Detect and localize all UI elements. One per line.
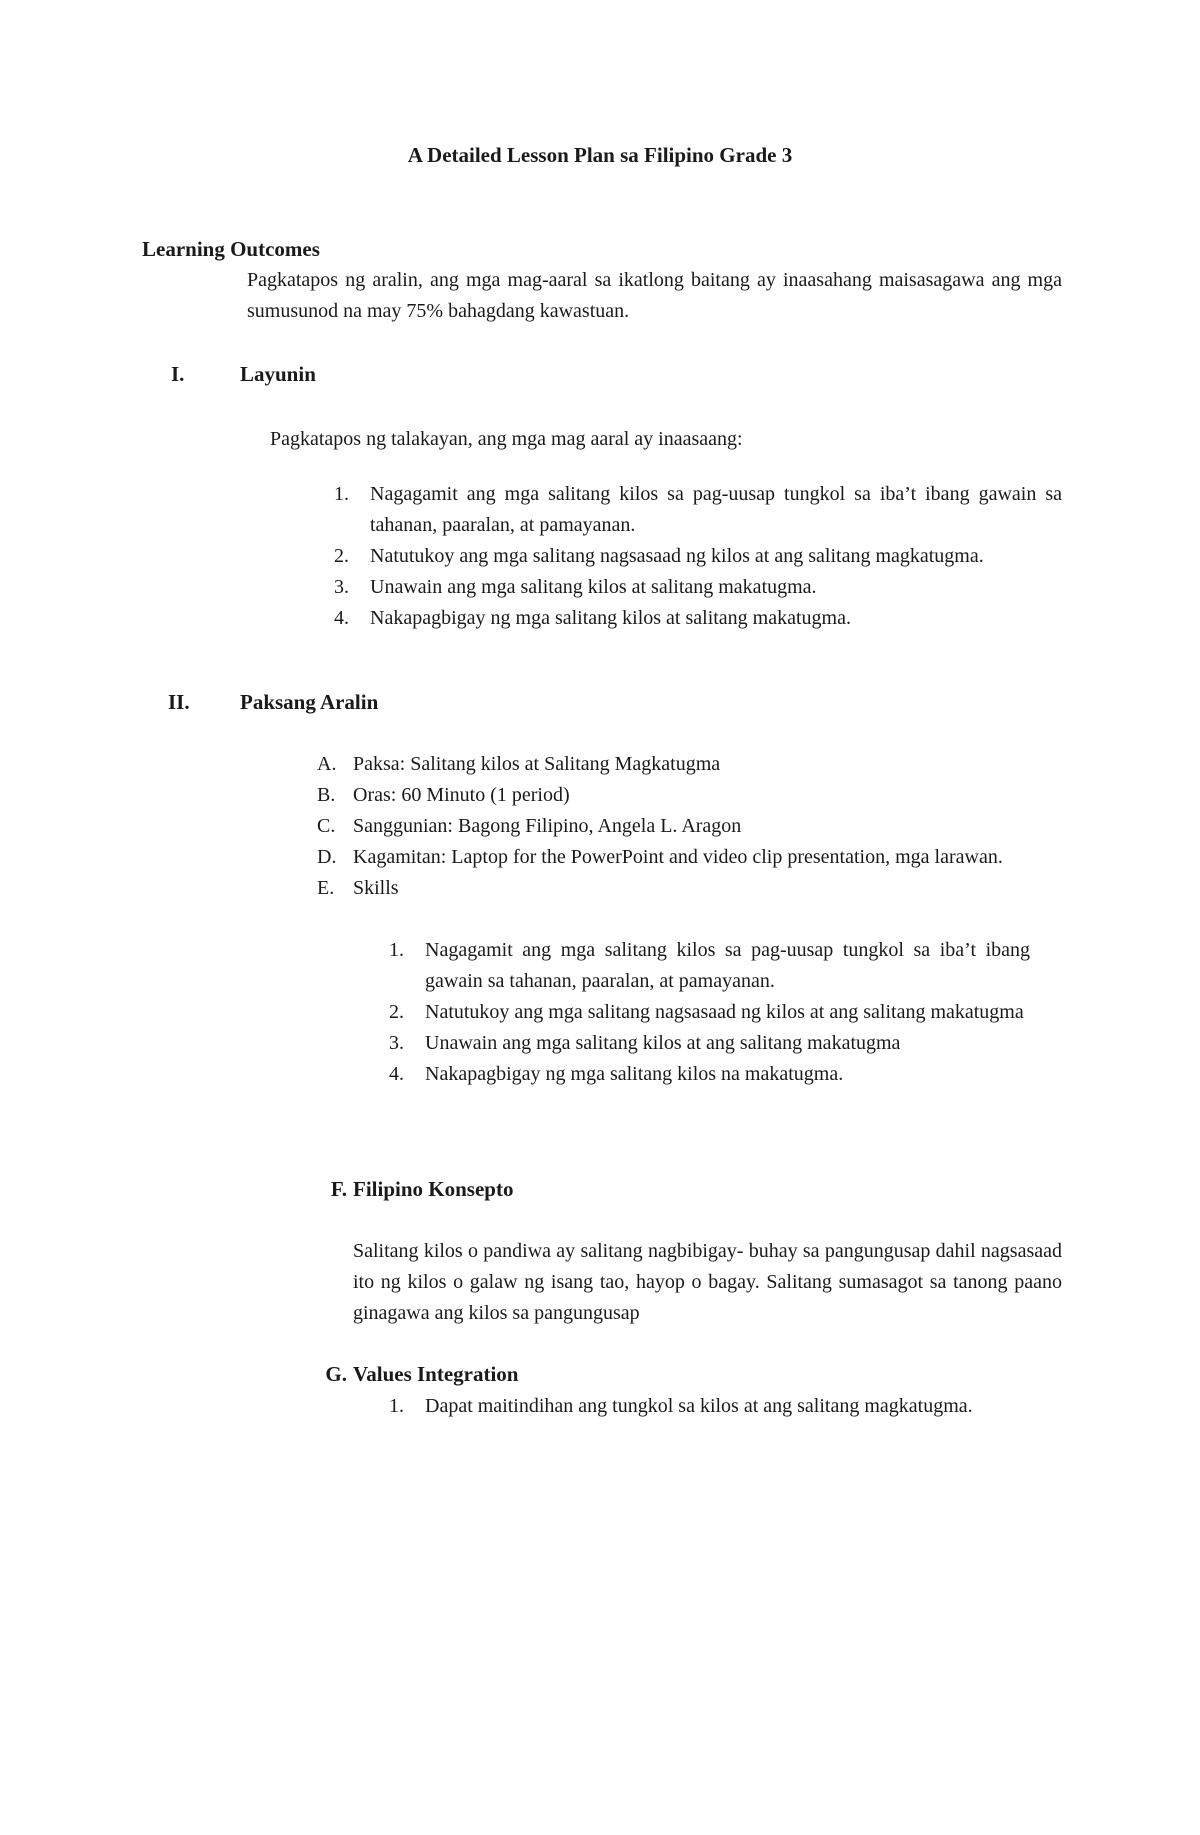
list-item-text: Oras: 60 Minuto (1 period) <box>353 784 570 806</box>
list-marker: D. <box>317 846 337 868</box>
list-marker: 3. <box>389 1032 404 1054</box>
list-item-text: Natutukoy ang mga salitang nagsasaad ng kilos at ang salitang makatugma <box>425 1001 1024 1023</box>
learning-outcomes-text: Pagkatapos ng aralin, ang mga mag-aaral sa ikatlong baitang ay inaasahang maisasagawa ang mga sumusunod na may 75% bahagdang kawastuan. <box>247 269 1062 322</box>
list-item-text: Kagamitan: Laptop for the PowerPoint and video clip presentation, mga larawan. <box>353 846 1003 868</box>
list-marker: C. <box>317 815 336 837</box>
list-item-text: Natutukoy ang mga salitang nagsasaad ng kilos at ang salitang magkatugma. <box>370 545 984 567</box>
list-marker: B. <box>317 784 336 806</box>
values-marker: G. <box>325 1362 347 1386</box>
list-item <box>317 749 1062 780</box>
list-marker: 1. <box>389 1395 404 1417</box>
list-item <box>389 1059 1030 1090</box>
list-marker: 1. <box>389 939 404 961</box>
list-marker: 1. <box>334 483 349 505</box>
learning-outcomes-heading: Learning Outcomes <box>142 237 320 261</box>
list-marker: 2. <box>389 1001 404 1023</box>
list-item-text: Nagagamit ang mga salitang kilos sa pag-uusap tungkol sa iba’t ibang gawain sa tahanan, paaralan, at pamayanan. <box>425 939 1030 992</box>
objectives-list <box>334 479 1062 634</box>
list-item-text: Nagagamit ang mga salitang kilos sa pag-uusap tungkol sa iba’t ibang gawain sa tahanan, paaralan, at pamayanan. <box>370 483 1062 536</box>
list-item-text: Unawain ang mga salitang kilos at ang salitang makatugma <box>425 1032 901 1054</box>
konsepto-marker: F. <box>330 1177 347 1201</box>
list-item-text: Nakapagbigay ng mga salitang kilos na makatugma. <box>425 1063 844 1085</box>
list-item <box>334 541 1062 572</box>
list-item <box>389 997 1030 1028</box>
list-item <box>334 572 1062 603</box>
list-marker: 2. <box>334 545 349 567</box>
section-1-numeral: I. <box>171 362 185 386</box>
list-marker: 4. <box>334 607 349 629</box>
list-marker: 3. <box>334 576 349 598</box>
list-marker: A. <box>317 753 337 775</box>
list-item-text: Paksa: Salitang kilos at Salitang Magkatugma <box>353 753 721 775</box>
list-item-text: Skills <box>353 877 399 899</box>
list-item <box>317 811 1062 842</box>
list-item-text: Unawain ang mga salitang kilos at salitang makatugma. <box>370 576 817 598</box>
document-title: A Detailed Lesson Plan sa Filipino Grade 3 <box>407 143 793 167</box>
list-item <box>317 842 1062 873</box>
konsepto-heading: Filipino Konsepto <box>353 1177 514 1201</box>
konsepto-text: Salitang kilos o pandiwa ay salitang nagbibigay- buhay sa pangungusap dahil nagsasaad ito ng kilos o galaw ng isang tao, hayop o bagay. Salitang sumasagot sa tanong paano ginagawa ang kilos sa pangungusap <box>353 1240 1062 1324</box>
list-item <box>389 1391 1075 1422</box>
values-list <box>389 1391 1075 1422</box>
list-marker: 4. <box>389 1063 404 1085</box>
list-item <box>317 873 1062 904</box>
list-item <box>334 603 1062 634</box>
list-marker: E. <box>317 877 335 899</box>
list-item <box>334 479 1062 541</box>
section-2-numeral: II. <box>168 690 190 714</box>
list-item <box>389 935 1030 997</box>
list-item <box>317 780 1062 811</box>
values-heading: Values Integration <box>353 1362 519 1386</box>
paksang-aralin-list <box>317 749 1062 904</box>
section-1-heading: Layunin <box>240 362 316 386</box>
list-item-text: Dapat maitindihan ang tungkol sa kilos at ang salitang magkatugma. <box>425 1395 973 1417</box>
section-2-heading: Paksang Aralin <box>240 690 379 714</box>
section-1-intro: Pagkatapos ng talakayan, ang mga mag aaral ay inaasaang: <box>270 428 743 450</box>
list-item-text: Sanggunian: Bagong Filipino, Angela L. Aragon <box>353 815 742 837</box>
skills-list <box>389 935 1030 1090</box>
list-item <box>389 1028 1030 1059</box>
list-item-text: Nakapagbigay ng mga salitang kilos at salitang makatugma. <box>370 607 851 629</box>
